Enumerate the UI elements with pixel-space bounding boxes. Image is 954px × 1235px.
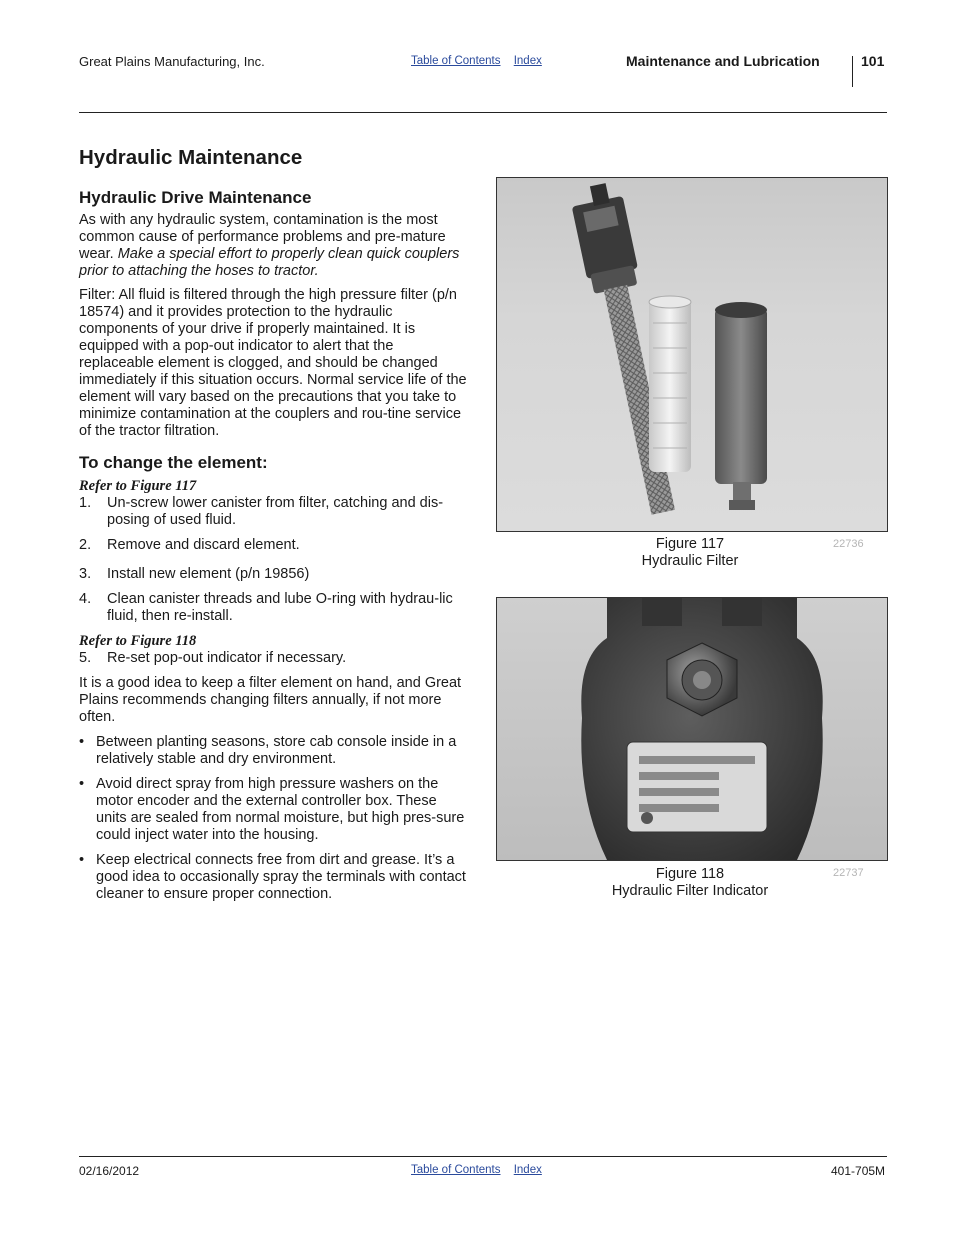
refer-figure-118: Refer to Figure 118	[79, 633, 197, 649]
figure-117-caption	[590, 536, 790, 570]
bullet-text: Between planting seasons, store cab console inside in a relatively stable and dry environment.	[96, 734, 457, 767]
section-title: Maintenance and Lubrication	[626, 53, 820, 69]
hydraulic-filter-parts-image	[497, 178, 887, 531]
footer-rule	[79, 1156, 887, 1157]
footer-toc-link[interactable]: Table of Contents	[411, 1164, 501, 1176]
footer-date: 02/16/2012	[79, 1164, 140, 1178]
steps-list-a	[79, 495, 471, 625]
bullet-item	[79, 734, 471, 768]
hydraulic-filter-indicator-image	[497, 598, 887, 860]
bullet-text: Keep electrical connects free from dirt and grease. It’s a good idea to occasionally spray the terminals with contact cleaner to ensure proper connection.	[96, 852, 466, 902]
refer-figure-117: Refer to Figure 117	[79, 478, 197, 494]
figure-118-title: Hydraulic Filter Indicator	[611, 883, 769, 899]
figure-117-title: Hydraulic Filter	[641, 553, 739, 569]
header-divider	[852, 56, 853, 87]
step-number: 3.	[79, 566, 92, 582]
step-text: Un-screw lower canister from filter, catching and dis-posing of used fluid.	[107, 495, 444, 528]
index-link[interactable]: Index	[513, 55, 542, 67]
figure-117-label: Figure 117	[655, 536, 725, 552]
step-text: Remove and discard element.	[107, 537, 300, 553]
section-heading: Hydraulic Drive Maintenance	[79, 188, 312, 207]
step-item	[79, 495, 471, 529]
step-number: 2.	[79, 537, 92, 553]
figure-117-photo	[496, 177, 888, 532]
tips-list	[79, 734, 471, 903]
recommend-paragraph: It is a good idea to keep a filter element on hand, and Great Plains recommends changing filters annually, if not more often.	[79, 675, 462, 725]
bullet-text: Avoid direct spray from high pressure washers on the motor encoder and the external controller box. These units are sealed from normal moisture, but high pres-sure could inject water into the housing.	[96, 776, 465, 843]
step-item	[79, 591, 471, 625]
bullet-icon: •	[79, 776, 85, 792]
footer-doc-number: 401-705M	[831, 1164, 886, 1178]
change-element-heading: To change the element:	[79, 453, 268, 472]
company-name: Great Plains Manufacturing, Inc.	[79, 54, 265, 69]
filter-paragraph: Filter: All fluid is filtered through the high pressure filter (p/n 18574) and it provides protection to the hydraulic components of your drive if properly maintained. It is equipped with a pop-out indicator to alert that the replaceable element is clogged, and should be changed immediately if this situation occurs. Normal service life of the element will vary based on the precautions that you take to minimize contamination at the couplers and rou-tine service of the tractor filtration.	[79, 287, 467, 439]
figure-117-number: 22736	[833, 538, 864, 550]
step-item	[79, 650, 471, 667]
main-text-column	[79, 146, 471, 911]
step-text: Re-set pop-out indicator if necessary.	[107, 650, 347, 666]
step-item	[79, 537, 471, 554]
figure-118-label: Figure 118	[655, 866, 725, 882]
steps-list-b	[79, 650, 471, 667]
step-number: 5.	[79, 650, 92, 666]
bullet-icon: •	[79, 852, 85, 868]
figure-118-number: 22737	[833, 867, 864, 879]
figure-118-photo	[496, 597, 888, 861]
intro-text: As with any hydraulic system, contamination is the most common cause of performance problems and pre-mature wear.	[79, 212, 446, 262]
page-number: 101	[861, 53, 885, 69]
intro-emphasis: Make a special effort to properly clean quick couplers prior to attaching the hoses to tractor.	[79, 246, 460, 279]
figure-118-caption	[590, 866, 790, 900]
toc-link[interactable]: Table of Contents	[411, 55, 501, 67]
header-nav	[411, 55, 552, 67]
step-text: Install new element (p/n 19856)	[107, 566, 310, 582]
step-number: 1.	[79, 495, 92, 511]
step-item	[79, 566, 471, 583]
step-text: Clean canister threads and lube O-ring with hydrau-lic fluid, then re-install.	[107, 591, 453, 624]
bullet-icon: •	[79, 734, 85, 750]
footer-index-link[interactable]: Index	[513, 1164, 542, 1176]
step-number: 4.	[79, 591, 92, 607]
page-title: Hydraulic Maintenance	[79, 146, 303, 169]
footer-nav	[411, 1164, 552, 1176]
header-rule	[79, 112, 887, 113]
bullet-item	[79, 852, 471, 903]
bullet-item	[79, 776, 471, 844]
intro-paragraph	[79, 212, 471, 280]
